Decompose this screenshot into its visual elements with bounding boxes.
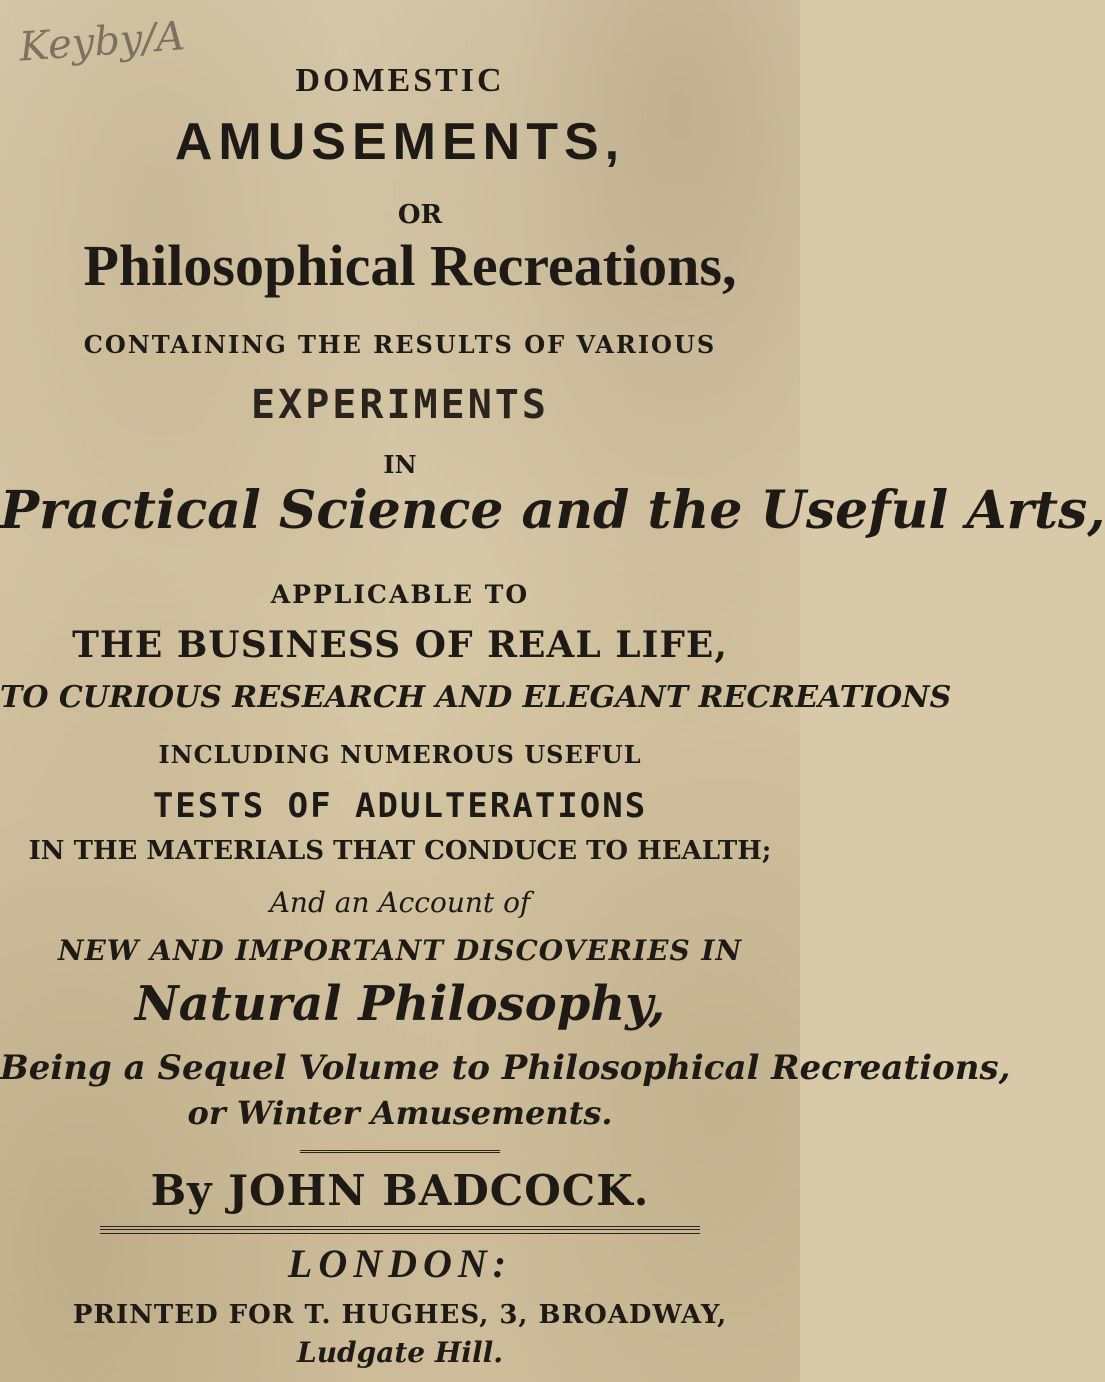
author-line: By JOHN BADCOCK. [150,1166,650,1215]
imprint-printer: PRINTED FOR T. HUGHES, 3, BROADWAY, [72,1300,728,1330]
subtitle-curious-research: TO CURIOUS RESEARCH AND ELEGANT RECREATIONS [0,680,952,715]
title-philosophical-recreations: Philosophical Recreations, [83,233,737,298]
subtitle-sequel: Being a Sequel Volume to Philosophical Recreations, [0,1048,1011,1088]
subtitle-in: IN [383,450,417,479]
subtitle-materials-health: IN THE MATERIALS THAT CONDUCE TO HEALTH; [28,836,772,866]
double-rule-thin [100,1233,700,1234]
subtitle-applicable-to: APPLICABLE TO [270,580,530,609]
subtitle-account-of: And an Account of [269,886,531,919]
subtitle-containing: CONTAINING THE RESULTS OF VARIOUS [83,330,717,359]
title-or: OR [397,200,443,230]
subtitle-new-discoveries: NEW AND IMPORTANT DISCOVERIES IN [57,934,743,967]
subtitle-practical-science: Practical Science and the Useful Arts, [0,480,1105,541]
imprint-ludgate-hill: Ludgate Hill. [297,1336,503,1369]
imprint-city: LONDON: [287,1241,513,1286]
subtitle-including: INCLUDING NUMEROUS USEFUL [158,740,642,769]
subtitle-tests-adulterations: TESTS OF ADULTERATIONS [152,786,648,826]
subtitle-experiments: EXPERIMENTS [251,382,549,428]
double-rule [100,1226,700,1230]
ornamental-rule [300,1150,500,1153]
subtitle-winter-amusements: or Winter Amusements. [187,1094,613,1132]
subtitle-business-of-life: THE BUSINESS OF REAL LIFE, [72,624,728,666]
subtitle-natural-philosophy: Natural Philosophy, [134,976,666,1032]
title-amusements: AMUSEMENTS, [174,113,626,171]
title-domestic: DOMESTIC [295,62,505,99]
handwritten-signature: Keyby/A [17,13,187,71]
